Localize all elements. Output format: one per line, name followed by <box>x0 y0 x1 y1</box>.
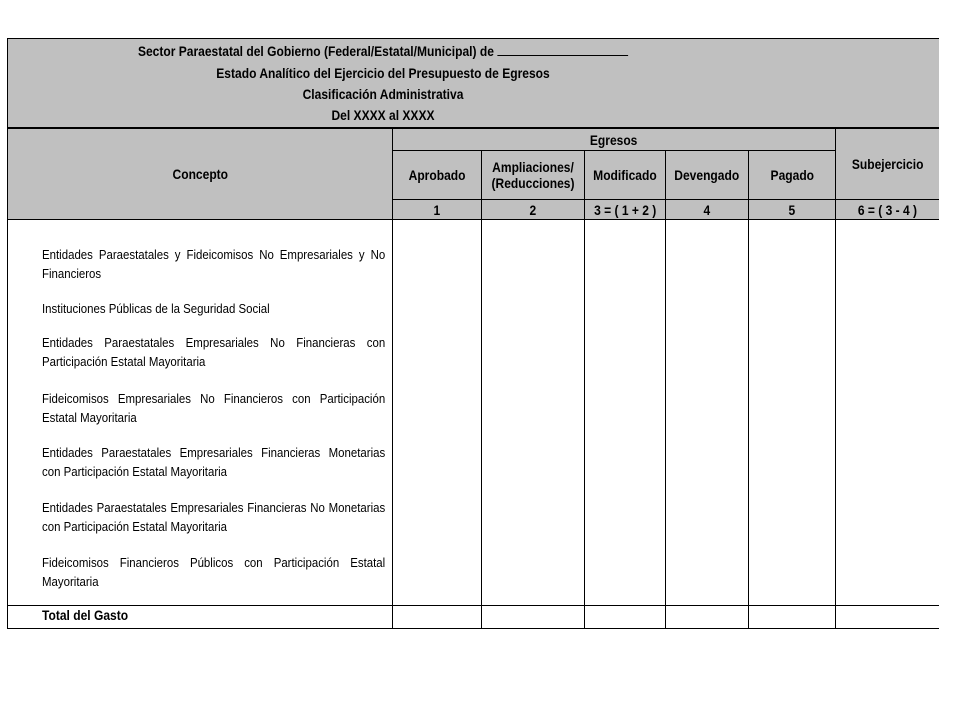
header-egresos: Egresos <box>392 128 836 151</box>
grid-line-col3 <box>584 219 585 629</box>
entity-name-blank <box>497 43 628 56</box>
concept-row-6: Entidades Paraestatales Empresariales Financieras No Monetarias con Participación Estatal Mayoritaria <box>42 500 386 534</box>
header-pagado: Pagado <box>748 150 836 200</box>
concept-row-7: Fideicomisos Financieros Públicos con Participación Estatal Mayoritaria <box>42 555 386 589</box>
concept-row-4: Fideicomisos Empresariales No Financieros con Participación Estatal Mayoritaria <box>42 391 386 425</box>
grid-line-col2 <box>481 219 482 629</box>
concept-row-1: Entidades Paraestatales y Fideicomisos No Empresariales y No Financieros <box>42 247 386 281</box>
header-num-5: 5 <box>748 199 836 220</box>
header-modificado: Modificado <box>584 150 666 200</box>
concept-row-3: Entidades Paraestatales Empresariales No Financieras con Participación Estatal Mayoritaria <box>42 335 386 369</box>
header-num-3: 3 = ( 1 + 2 ) <box>584 199 666 220</box>
title-line-3: Clasificación Administrativa <box>302 86 464 102</box>
title-line-2: Estado Analítico del Ejercicio del Presupuesto de Egresos <box>216 65 550 81</box>
grid-line-bottom <box>7 628 939 629</box>
grid-line-col1 <box>392 219 393 629</box>
concept-row-2: Instituciones Públicas de la Seguridad Social <box>42 301 270 316</box>
header-ampliaciones: Ampliaciones/ (Reducciones) <box>481 150 585 200</box>
header-subejercicio: Subejercicio <box>835 128 939 200</box>
grid-line-col6 <box>835 219 836 629</box>
grid-line-left <box>7 219 8 629</box>
total-gasto-label: Total del Gasto <box>42 607 129 623</box>
grid-line-total-top <box>7 605 939 606</box>
concept-row-5: Entidades Paraestatales Empresariales Financieras Monetarias con Participación Estatal Mayoritaria <box>42 445 386 479</box>
grid-line-col4 <box>665 219 666 629</box>
header-num-6: 6 = ( 3 - 4 ) <box>835 199 939 220</box>
report-title-block <box>7 38 939 128</box>
header-num-1: 1 <box>392 199 482 220</box>
header-num-4: 4 <box>665 199 749 220</box>
header-num-2: 2 <box>481 199 585 220</box>
title-line-4: Del XXXX al XXXX <box>331 107 435 123</box>
header-aprobado: Aprobado <box>392 150 482 200</box>
header-devengado: Devengado <box>665 150 749 200</box>
header-concepto: Concepto <box>7 128 393 220</box>
title-line-1: Sector Paraestatal del Gobierno (Federal/Estatal/Municipal) de <box>61 43 706 59</box>
grid-line-col5 <box>748 219 749 629</box>
